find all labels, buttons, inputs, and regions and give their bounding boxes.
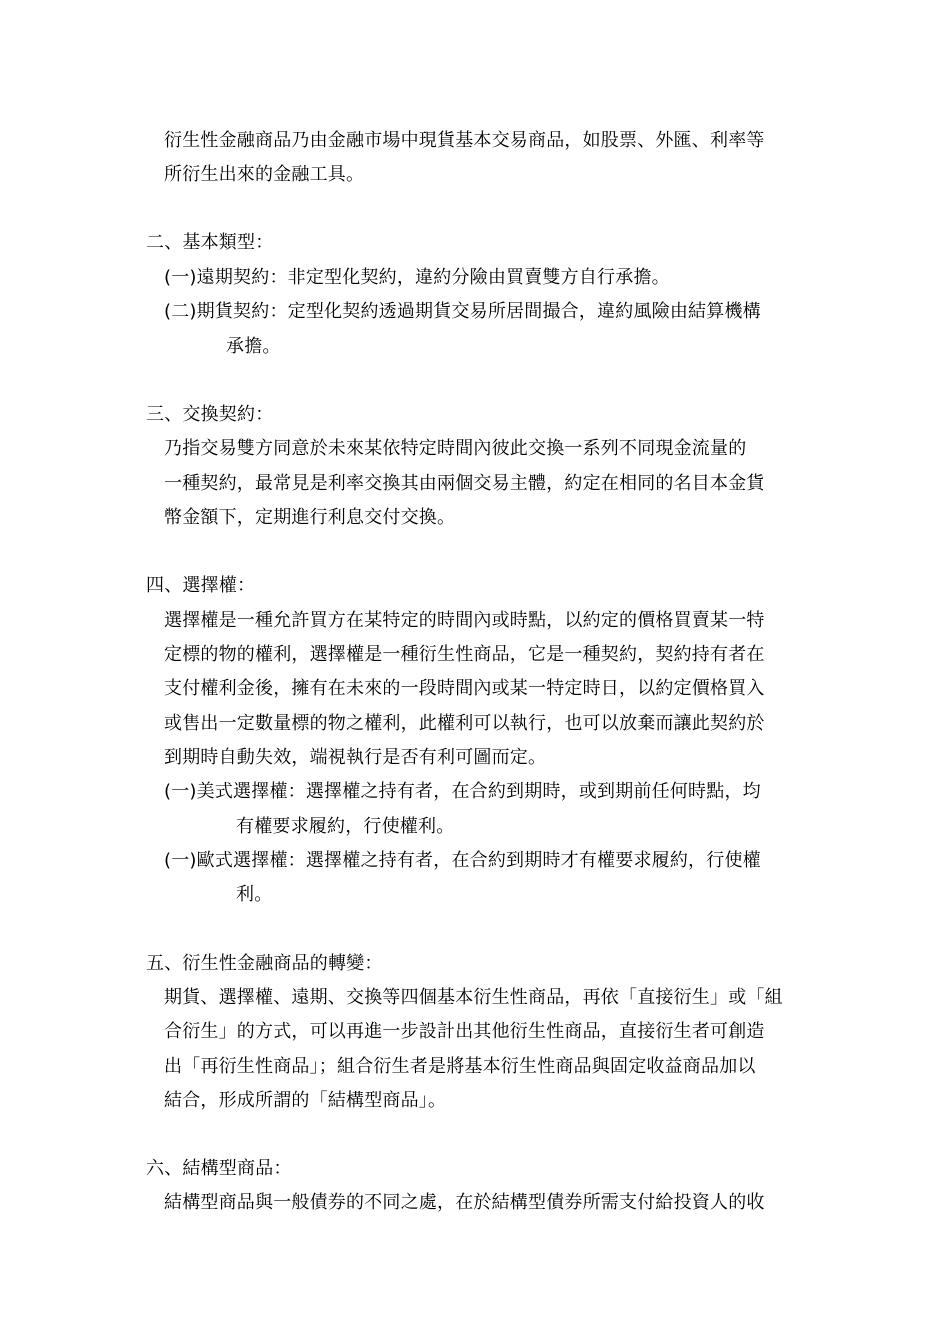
section-4-line-3: 支付權利金後，擁有在未來的一段時間內或某一特定時日，以約定價格買入 bbox=[164, 678, 765, 699]
section-4-line-5: 到期時自動失效，端視執行是否有利可圖而定。 bbox=[164, 747, 547, 768]
section-2-heading: 二、基本類型： bbox=[146, 232, 274, 253]
section-5-line-4: 結合，形成所謂的「結構型商品」。 bbox=[164, 1090, 447, 1111]
section-5-line-3: 出「再衍生性商品」；組合衍生者是將基本衍生性商品與固定收益商品加以 bbox=[164, 1056, 756, 1077]
section-3-line-2: 一種契約，最常見是利率交換其由兩個交易主體，約定在相同的名目本金貨 bbox=[164, 473, 765, 494]
section-3-heading: 三、交換契約： bbox=[146, 404, 274, 425]
section-4-item-1-line-2: 有權要求履約，行使權利。 bbox=[236, 816, 455, 837]
section-4-item-2-line-1: (一)歐式選擇權：選擇權之持有者，在合約到期時才有權要求履約，行使權 bbox=[164, 850, 761, 871]
section-3-line-3: 幣金額下，定期進行利息交付交換。 bbox=[164, 507, 456, 528]
section-4-heading: 四、選擇權： bbox=[146, 575, 256, 596]
section-5-line-2: 合衍生」的方式，可以再進一步設計出其他衍生性商品，直接衍生者可創造 bbox=[164, 1021, 765, 1042]
section-4-item-2-line-2: 利。 bbox=[236, 884, 273, 905]
intro-line-1: 衍生性金融商品乃由金融市場中現貨基本交易商品，如股票、外匯、利率等 bbox=[164, 130, 765, 151]
section-4-line-2: 定標的物的權利，選擇權是一種衍生性商品，它是一種契約，契約持有者在 bbox=[164, 644, 765, 665]
section-6-heading: 六、結構型商品： bbox=[146, 1158, 292, 1179]
section-6-line-1: 結構型商品與一般債券的不同之處，在於結構型債券所需支付給投資人的收 bbox=[164, 1192, 765, 1213]
section-5-heading: 五、衍生性金融商品的轉變： bbox=[146, 953, 383, 974]
section-2-item-2-line-2: 承擔。 bbox=[226, 336, 281, 357]
section-3-line-1: 乃指交易雙方同意於未來某依特定時間內彼此交換一系列不同現金流量的 bbox=[164, 438, 747, 459]
intro-line-2: 所衍生出來的金融工具。 bbox=[164, 164, 365, 185]
section-2-item-1: (一)遠期契約：非定型化契約，違約分險由買賣雙方自行承擔。 bbox=[164, 267, 670, 288]
section-4-line-4: 或售出一定數量標的物之權利，此權利可以執行，也可以放棄而讓此契約於 bbox=[164, 713, 765, 734]
section-4-line-1: 選擇權是一種允許買方在某特定的時間內或時點，以約定的價格買賣某一特 bbox=[164, 610, 765, 631]
section-5-line-1: 期貨、選擇權、遠期、交換等四個基本衍生性商品，再依「直接衍生」或「組 bbox=[164, 987, 783, 1008]
section-4-item-1-line-1: (一)美式選擇權：選擇權之持有者，在合約到期時，或到期前任何時點，均 bbox=[164, 781, 761, 802]
section-2-item-2-line-1: (二)期貨契約：定型化契約透過期貨交易所居間撮合，違約風險由結算機構 bbox=[164, 301, 761, 322]
